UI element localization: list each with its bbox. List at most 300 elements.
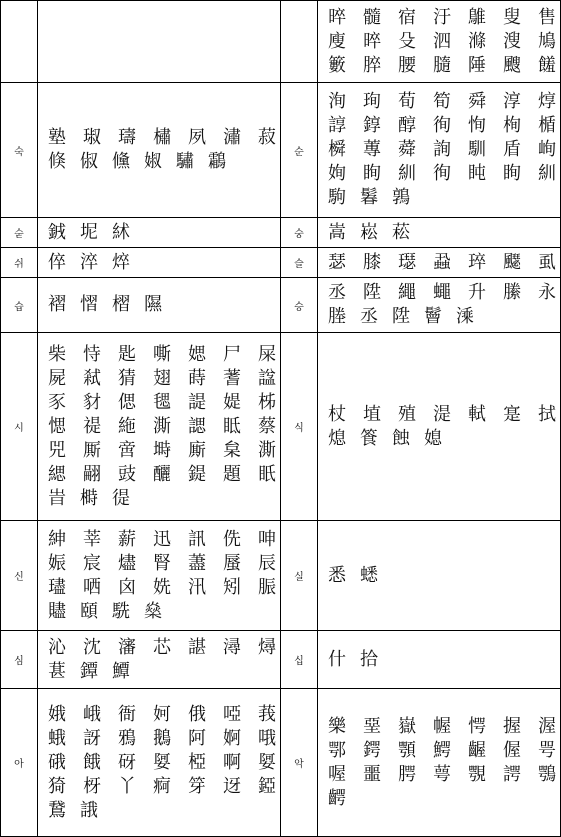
hanja-line bbox=[328, 305, 556, 329]
hanja-line bbox=[48, 367, 276, 391]
hanja-character: 迓 bbox=[223, 775, 241, 797]
hanja-character: 颼 bbox=[503, 54, 521, 76]
hanja-character: 膝 bbox=[363, 251, 381, 273]
right-reading-label: 숭 bbox=[281, 218, 318, 248]
hanja-character: 莪 bbox=[258, 703, 276, 725]
hanja-character: 廋 bbox=[328, 30, 346, 52]
hanja-character: 諄 bbox=[328, 115, 346, 136]
left-reading-label: 습 bbox=[1, 278, 38, 333]
hanja-character: 塾 bbox=[48, 127, 66, 148]
hanja-line bbox=[48, 487, 276, 511]
hanja-character: 琡 bbox=[83, 127, 101, 148]
hanja-line bbox=[48, 150, 276, 174]
hanja-line bbox=[328, 54, 556, 78]
hanja-line bbox=[328, 138, 556, 162]
hanja-character: 沈 bbox=[83, 636, 101, 658]
hanja-character: 翅 bbox=[153, 367, 171, 389]
left-hanja-cell bbox=[38, 333, 281, 521]
hanja-character: 楯 bbox=[538, 115, 556, 136]
hanja-character: 陞 bbox=[392, 306, 410, 327]
hanja-line bbox=[328, 114, 556, 138]
hanja-character: 緦 bbox=[48, 463, 66, 485]
hanja-character: 誐 bbox=[80, 799, 98, 821]
hanja-character: 沁 bbox=[48, 636, 66, 658]
hanja-character: 翤 bbox=[83, 463, 101, 485]
hanja-character: 丞 bbox=[328, 282, 346, 303]
hanja-character: 澌 bbox=[258, 439, 276, 461]
hanja-character: 禔 bbox=[83, 415, 101, 437]
hanja-character: 渥 bbox=[538, 715, 556, 737]
hanja-character: 繩 bbox=[398, 282, 416, 303]
hanja-character: 腎 bbox=[153, 552, 171, 574]
hanja-character: 姰 bbox=[328, 163, 346, 184]
hanja-line bbox=[48, 343, 276, 367]
hanja-character: 兕 bbox=[48, 439, 66, 461]
hanja-character: 晬 bbox=[328, 6, 346, 28]
left-reading-label: 신 bbox=[1, 521, 38, 631]
hanja-character: 紳 bbox=[48, 528, 66, 550]
right-reading-label: 승 bbox=[281, 278, 318, 333]
hanja-character: 橚 bbox=[153, 127, 171, 148]
hanja-line bbox=[328, 221, 556, 245]
hanja-character: 啻 bbox=[118, 439, 136, 461]
hanja-character: 鳩 bbox=[538, 30, 556, 52]
hanja-character: 娿 bbox=[258, 751, 276, 773]
hanja-line bbox=[328, 648, 556, 672]
hanja-character: 蓍 bbox=[223, 367, 241, 389]
hanja-line bbox=[328, 281, 556, 305]
hanja-line bbox=[48, 727, 276, 751]
hanja-character: 淬 bbox=[80, 251, 98, 273]
hanja-character: 菘 bbox=[392, 221, 410, 243]
hanja-character: 陞 bbox=[363, 282, 381, 303]
hanja-line bbox=[328, 564, 556, 588]
hanja-character: 猜 bbox=[118, 367, 136, 389]
hanja-character: 峋 bbox=[538, 139, 556, 160]
hanja-character: 脺 bbox=[363, 54, 381, 76]
hanja-character: 筍 bbox=[433, 91, 451, 112]
hanja-character: 痾 bbox=[153, 775, 171, 797]
hanja-character: 偲 bbox=[118, 391, 136, 413]
hanja-character: 鐔 bbox=[80, 660, 98, 682]
right-reading-label: 실 bbox=[281, 521, 318, 631]
right-reading-label: 순 bbox=[281, 83, 318, 218]
hanja-character: 坭 bbox=[80, 221, 98, 243]
hanja-character: 琗 bbox=[468, 251, 486, 273]
hanja-character: 髓 bbox=[363, 6, 381, 28]
left-hanja-cell bbox=[38, 631, 281, 689]
hanja-character: 殖 bbox=[398, 403, 416, 425]
hanja-character: 菽 bbox=[258, 127, 276, 148]
hanja-character: 釃 bbox=[153, 463, 171, 485]
hanja-character: 鄂 bbox=[328, 739, 346, 761]
hanja-character: 椏 bbox=[188, 751, 206, 773]
right-reading-label bbox=[281, 1, 318, 83]
hanja-character: 醇 bbox=[398, 115, 416, 136]
hanja-character: 娥 bbox=[48, 703, 66, 725]
hanja-character: 匙 bbox=[118, 343, 136, 365]
hanja-character: 頤 bbox=[80, 600, 98, 622]
hanja-character: 豉 bbox=[118, 463, 136, 485]
hanja-character: 鰐 bbox=[433, 739, 451, 761]
hanja-character: 蠅 bbox=[433, 282, 451, 303]
hanja-character: 溗 bbox=[456, 306, 474, 327]
hanja-character: 絁 bbox=[118, 415, 136, 437]
hanja-line bbox=[328, 186, 556, 210]
hanja-character: 錏 bbox=[258, 775, 276, 797]
hanja-character: 汛 bbox=[188, 576, 206, 598]
hanja-character: 隰 bbox=[144, 294, 162, 315]
hanja-character: 恃 bbox=[83, 343, 101, 365]
hanja-character: 膸 bbox=[433, 54, 451, 76]
hanja-character: 媤 bbox=[188, 343, 206, 365]
left-hanja-cell bbox=[38, 278, 281, 333]
hanja-character: 咢 bbox=[538, 739, 556, 761]
hanja-character: 握 bbox=[503, 715, 521, 737]
hanja-line bbox=[48, 528, 276, 552]
hanja-character: 脤 bbox=[258, 576, 276, 598]
hanja-character: 軾 bbox=[468, 403, 486, 425]
hanja-character: 永 bbox=[538, 282, 556, 303]
left-reading-label bbox=[1, 1, 38, 83]
hanja-character: 姺 bbox=[153, 576, 171, 598]
hanja-character: 藎 bbox=[188, 552, 206, 574]
hanja-line bbox=[328, 162, 556, 186]
hanja-character: 潯 bbox=[223, 636, 241, 658]
table-row bbox=[1, 631, 561, 689]
hanja-character: 鍉 bbox=[188, 463, 206, 485]
hanja-character: 媳 bbox=[424, 427, 442, 449]
hanja-character: 溲 bbox=[503, 30, 521, 52]
hanja-character: 喔 bbox=[328, 763, 346, 785]
hanja-character: 丞 bbox=[360, 306, 378, 327]
hanja-character: 銊 bbox=[48, 221, 66, 243]
hanja-character: 蟋 bbox=[360, 564, 378, 586]
hanja-character: 蒔 bbox=[188, 367, 206, 389]
hanja-character: 腰 bbox=[398, 54, 416, 76]
hanja-character: 厮 bbox=[83, 439, 101, 461]
hanja-character: 眂 bbox=[258, 463, 276, 485]
hanja-character: 衙 bbox=[118, 703, 136, 725]
hanja-character: 峨 bbox=[83, 703, 101, 725]
hanja-character: 弒 bbox=[83, 367, 101, 389]
hanja-line bbox=[328, 763, 556, 787]
right-reading-label: 악 bbox=[281, 689, 318, 837]
hanja-character: 餓 bbox=[83, 751, 101, 773]
hanja-character: 啊 bbox=[223, 751, 241, 773]
hanja-line bbox=[48, 600, 276, 624]
hanja-character: 塍 bbox=[328, 306, 346, 327]
hanja-character: 蕣 bbox=[398, 139, 416, 160]
hanja-character: 腭 bbox=[398, 763, 416, 785]
hanja-character: 愕 bbox=[468, 715, 486, 737]
hanja-character: 諶 bbox=[188, 636, 206, 658]
hanja-character: 燼 bbox=[118, 552, 136, 574]
hanja-character: 鴉 bbox=[118, 727, 136, 749]
hanja-character: 徥 bbox=[112, 487, 130, 509]
hanja-line bbox=[48, 221, 276, 245]
hanja-character: 萼 bbox=[433, 763, 451, 785]
hanja-character: 徇 bbox=[433, 115, 451, 136]
hanja-character: 嵩 bbox=[328, 221, 346, 243]
hanja-character: 慴 bbox=[80, 294, 98, 315]
hanja-character: 鵻 bbox=[468, 6, 486, 28]
hanja-character: 廝 bbox=[188, 439, 206, 461]
table-body bbox=[1, 1, 561, 837]
hanja-character: 鍔 bbox=[363, 739, 381, 761]
hanja-character: 鱏 bbox=[112, 660, 130, 682]
hanja-character: 瀋 bbox=[118, 636, 136, 658]
hanja-character: 砑 bbox=[118, 751, 136, 773]
hanja-character: 眡 bbox=[223, 415, 241, 437]
left-reading-label: 숙 bbox=[1, 83, 38, 218]
hanja-character: 覨 bbox=[468, 763, 486, 785]
hanja-character: 縢 bbox=[503, 282, 521, 303]
hanja-character: 枒 bbox=[83, 775, 101, 797]
hanja-character: 陲 bbox=[468, 54, 486, 76]
hanja-character: 齶 bbox=[328, 787, 346, 809]
right-reading-label: 식 bbox=[281, 333, 318, 521]
hanja-character: 叟 bbox=[503, 6, 521, 28]
hanja-character: 鵝 bbox=[153, 727, 171, 749]
hanja-character: 盾 bbox=[503, 139, 521, 160]
hanja-character: 堊 bbox=[363, 715, 381, 737]
table-row bbox=[1, 278, 561, 333]
hanja-line bbox=[48, 775, 276, 799]
hanja-character: 寔 bbox=[503, 403, 521, 425]
hanja-character: 篒 bbox=[360, 427, 378, 449]
hanja-line bbox=[328, 403, 556, 427]
hanja-character: 矧 bbox=[223, 576, 241, 598]
hanja-character: 潚 bbox=[223, 127, 241, 148]
right-reading-label: 슬 bbox=[281, 248, 318, 278]
hanja-character: 尸 bbox=[223, 343, 241, 365]
hanja-character: 絉 bbox=[112, 221, 130, 243]
hanja-character: 諰 bbox=[188, 415, 206, 437]
hanja-character: 焠 bbox=[112, 251, 130, 273]
hanja-character: 璱 bbox=[398, 251, 416, 273]
hanja-character: 璶 bbox=[48, 576, 66, 598]
left-hanja-cell bbox=[38, 521, 281, 631]
left-hanja-cell bbox=[38, 1, 281, 83]
hanja-character: 豕 bbox=[48, 391, 66, 413]
hanja-character: 枲 bbox=[223, 439, 241, 461]
hanja-character: 夙 bbox=[188, 127, 206, 148]
right-hanja-cell bbox=[318, 1, 561, 83]
hanja-character: 迅 bbox=[153, 528, 171, 550]
hanja-character: 嘶 bbox=[153, 343, 171, 365]
left-reading-label: 쉬 bbox=[1, 248, 38, 278]
hanja-character: 葚 bbox=[48, 660, 66, 682]
hanja-character: 愢 bbox=[48, 415, 66, 437]
hanja-character: 澌 bbox=[153, 415, 171, 437]
hanja-character: 眴 bbox=[503, 163, 521, 184]
hanja-character: 屎 bbox=[258, 343, 276, 365]
hanja-line bbox=[48, 126, 276, 150]
hanja-character: 蝨 bbox=[433, 251, 451, 273]
table-row bbox=[1, 248, 561, 278]
hanja-character: 崧 bbox=[360, 221, 378, 243]
hanja-line bbox=[328, 787, 556, 811]
hanja-character: 飋 bbox=[503, 251, 521, 273]
table-row bbox=[1, 1, 561, 83]
hanja-character: 籔 bbox=[328, 54, 346, 76]
hanja-character: 紃 bbox=[538, 163, 556, 184]
right-hanja-cell bbox=[318, 521, 561, 631]
hanja-character: 諤 bbox=[503, 763, 521, 785]
hanja-character: 薪 bbox=[118, 528, 136, 550]
hanja-character: 俶 bbox=[80, 151, 98, 172]
hanja-character: 汙 bbox=[433, 6, 451, 28]
table-row bbox=[1, 521, 561, 631]
hanja-character: 噩 bbox=[363, 763, 381, 785]
hanja-character: 婀 bbox=[223, 727, 241, 749]
hanja-character: 什 bbox=[328, 648, 346, 670]
hanja-character: 囟 bbox=[118, 576, 136, 598]
hanja-character: 恂 bbox=[468, 115, 486, 136]
right-hanja-cell bbox=[318, 278, 561, 333]
hanja-character: 儵 bbox=[112, 151, 130, 172]
table-row bbox=[1, 83, 561, 218]
hanja-character: 褶 bbox=[48, 294, 66, 315]
hanja-character: 眴 bbox=[363, 163, 381, 184]
hanja-line bbox=[48, 751, 276, 775]
hanja-character: 錞 bbox=[363, 115, 381, 136]
hanja-character: 售 bbox=[538, 6, 556, 28]
hanja-line bbox=[328, 427, 556, 451]
hanja-character: 俄 bbox=[188, 703, 206, 725]
hanja-line bbox=[48, 799, 276, 823]
hanja-character: 娠 bbox=[48, 552, 66, 574]
left-reading-label: 심 bbox=[1, 631, 38, 689]
left-reading-label: 숟 bbox=[1, 218, 38, 248]
hanja-character: 諡 bbox=[258, 367, 276, 389]
hanja-character: 紃 bbox=[398, 163, 416, 184]
hanja-character: 丫 bbox=[118, 775, 136, 797]
hanja-line bbox=[48, 251, 276, 275]
hanja-character: 悉 bbox=[328, 564, 346, 586]
left-hanja-cell bbox=[38, 83, 281, 218]
hanja-line bbox=[328, 715, 556, 739]
hanja-character: 倅 bbox=[48, 251, 66, 273]
hanja-character: 蜃 bbox=[223, 552, 241, 574]
hanja-character: 齷 bbox=[468, 739, 486, 761]
hanja-character: 毸 bbox=[153, 391, 171, 413]
hanja-character: 晬 bbox=[363, 30, 381, 52]
hanja-character: 倏 bbox=[48, 151, 66, 172]
hanja-character: 哦 bbox=[258, 727, 276, 749]
hanja-line bbox=[48, 415, 276, 439]
hanja-character: 豺 bbox=[83, 391, 101, 413]
hanja-character: 宸 bbox=[83, 552, 101, 574]
hanja-character: 顎 bbox=[398, 739, 416, 761]
hanja-character: 璹 bbox=[118, 127, 136, 148]
hanja-character: 芯 bbox=[153, 636, 171, 658]
hanja-character: 鶚 bbox=[538, 763, 556, 785]
hanja-character: 盹 bbox=[468, 163, 486, 184]
hanja-character: 湜 bbox=[433, 403, 451, 425]
hanja-character: 贐 bbox=[48, 600, 66, 622]
hanja-character: 鬊 bbox=[360, 187, 378, 208]
hanja-character: 洵 bbox=[328, 91, 346, 112]
hanja-character: 殳 bbox=[398, 30, 416, 52]
hanja-character: 蔡 bbox=[258, 415, 276, 437]
hanja-character: 滌 bbox=[468, 30, 486, 52]
hanja-character: 笌 bbox=[188, 775, 206, 797]
right-hanja-cell bbox=[318, 333, 561, 521]
hanja-line bbox=[48, 576, 276, 600]
hanja-character: 侁 bbox=[223, 528, 241, 550]
right-hanja-cell bbox=[318, 689, 561, 837]
hanja-character: 娿 bbox=[153, 751, 171, 773]
hanja-character: 猗 bbox=[48, 775, 66, 797]
hanja-character: 嶽 bbox=[398, 715, 416, 737]
table-row bbox=[1, 689, 561, 837]
hanja-character: 饈 bbox=[538, 54, 556, 76]
hanja-character: 莘 bbox=[83, 528, 101, 550]
hanja-line bbox=[48, 463, 276, 487]
hanja-character: 訝 bbox=[83, 727, 101, 749]
right-hanja-cell bbox=[318, 631, 561, 689]
hanja-character: 蓴 bbox=[363, 139, 381, 160]
hanja-character: 柹 bbox=[258, 391, 276, 413]
hanja-character: 訊 bbox=[188, 528, 206, 550]
hanja-character: 熄 bbox=[328, 427, 346, 449]
hanja-character: 哂 bbox=[83, 576, 101, 598]
hanja-character: 拾 bbox=[360, 648, 378, 670]
hanja-character: 荀 bbox=[398, 91, 416, 112]
hanja-character: 舜 bbox=[468, 91, 486, 112]
hanja-character: 虱 bbox=[538, 251, 556, 273]
hanja-character: 阿 bbox=[188, 727, 206, 749]
hanja-character: 拭 bbox=[538, 403, 556, 425]
hanja-character: 妸 bbox=[153, 703, 171, 725]
hanja-character: 驌 bbox=[176, 151, 194, 172]
hanja-character: 馴 bbox=[468, 139, 486, 160]
hanja-character: 淳 bbox=[503, 91, 521, 112]
table-row bbox=[1, 218, 561, 248]
hanja-line bbox=[328, 251, 556, 275]
hanja-character: 鶉 bbox=[392, 187, 410, 208]
hanja-character: 幄 bbox=[433, 715, 451, 737]
hanja-character: 燖 bbox=[258, 636, 276, 658]
hanja-character: 埴 bbox=[363, 403, 381, 425]
hanja-line bbox=[48, 391, 276, 415]
hanja-character: 焞 bbox=[538, 91, 556, 112]
hanja-character: 鵞 bbox=[48, 799, 66, 821]
right-hanja-cell bbox=[318, 83, 561, 218]
hanja-character: 橓 bbox=[328, 139, 346, 160]
hanja-character: 媞 bbox=[223, 391, 241, 413]
table-row bbox=[1, 333, 561, 521]
hanja-character: 杖 bbox=[328, 403, 346, 425]
right-hanja-cell bbox=[318, 248, 561, 278]
hanja-line bbox=[48, 293, 276, 317]
hanja-character: 燊 bbox=[144, 600, 162, 622]
hanja-line bbox=[48, 552, 276, 576]
hanja-character: 瑟 bbox=[328, 251, 346, 273]
hanja-character: 柴 bbox=[48, 343, 66, 365]
hanja-character: 蛾 bbox=[48, 727, 66, 749]
hanja-character: 婌 bbox=[144, 151, 162, 172]
hanja-character: 駪 bbox=[112, 600, 130, 622]
hanja-character: 詢 bbox=[433, 139, 451, 160]
hanja-character: 旹 bbox=[48, 487, 66, 509]
hanja-character: 泗 bbox=[433, 30, 451, 52]
hanja-character: 題 bbox=[223, 463, 241, 485]
hanja-character: 塒 bbox=[153, 439, 171, 461]
hanja-line bbox=[328, 6, 556, 30]
